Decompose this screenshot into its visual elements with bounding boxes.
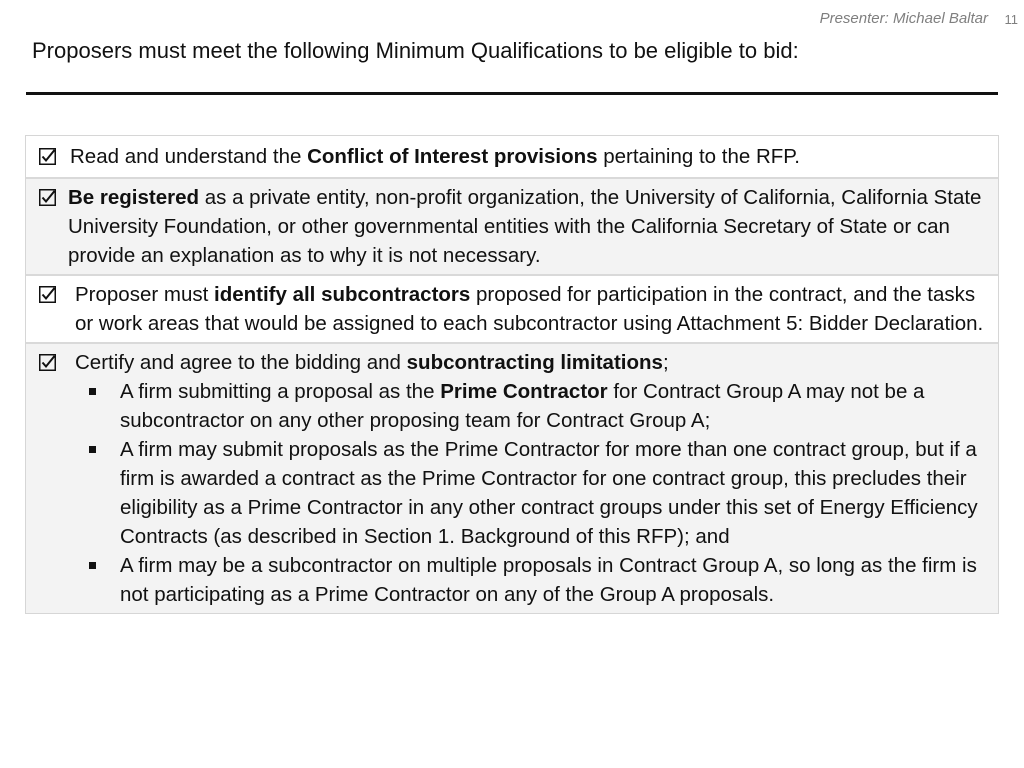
- slide-title: Proposers must meet the following Minimum Qualifications to be eligible to bid:: [32, 38, 799, 63]
- checked-checkbox-icon: [38, 280, 56, 309]
- qualification-text: Be registered as a private entity, non-profit organization, the University of California, California State University Foundation, or other governmental entities with the California Secretary of State or can provide an explanation as to why it is not necessary.: [68, 186, 982, 267]
- square-bullet-icon: [89, 562, 96, 569]
- qualifications-table: [25, 135, 999, 614]
- qualification-row: [26, 342, 998, 613]
- checked-checkbox-icon: [38, 183, 56, 212]
- presenter-label: Presenter: Michael Baltar: [819, 10, 988, 27]
- title-divider: [26, 92, 998, 95]
- checked-checkbox-icon: [38, 348, 56, 377]
- list-item: A firm may be a subcontractor on multiple proposals in Contract Group A, so long as the firm is not participating as a Prime Contractor on any of the Group A proposals.: [26, 551, 998, 609]
- qualification-row: [26, 177, 998, 274]
- checked-checkbox-icon: [38, 142, 56, 171]
- qualification-text: Read and understand the Conflict of Interest provisions pertaining to the RFP.: [70, 145, 800, 168]
- qualification-row: [26, 274, 998, 342]
- square-bullet-icon: [89, 446, 96, 453]
- slide-number: 11: [1004, 12, 1018, 27]
- qualification-row: [26, 136, 998, 177]
- qualification-text: Certify and agree to the bidding and subcontracting limitations;: [75, 351, 669, 374]
- qualification-text: Proposer must identify all subcontractors proposed for participation in the contract, and the tasks or work areas that would be assigned to each subcontractor using Attachment 5: Bidder Declaration.: [75, 283, 984, 335]
- list-item: A firm submitting a proposal as the Prime Contractor for Contract Group A may not be a subcontractor on any other proposing team for Contract Group A;: [26, 377, 998, 435]
- square-bullet-icon: [89, 388, 96, 395]
- list-item: A firm may submit proposals as the Prime Contractor for more than one contract group, but if a firm is awarded a contract as the Prime Contractor for one contract group, this precludes their eligibility as a Prime Contractor in any other contract groups under this set of Energy Efficiency Contracts (as described in Section 1. Background of this RFP); and: [26, 435, 998, 551]
- bullet-list: [26, 377, 998, 609]
